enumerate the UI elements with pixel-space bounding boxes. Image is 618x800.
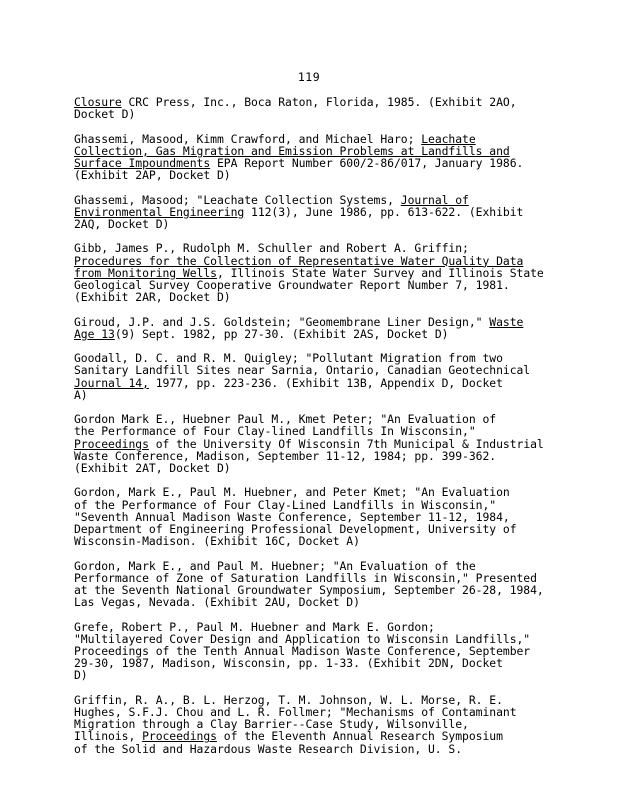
underlined-title: Journal of [400, 192, 469, 207]
page-number: 119 [297, 70, 321, 84]
reference-text: (Exhibit 2AR, Docket D) [74, 290, 231, 305]
reference-text: Docket D) [74, 107, 136, 122]
reference-text: Illinois, [74, 729, 143, 744]
reference-line [74, 96, 554, 108]
reference-entry [74, 194, 554, 231]
reference-line [74, 389, 554, 401]
reference-text: of the University Of Wisconsin 7th Municipal & Industrial [148, 436, 544, 451]
reference-text: Performance of Zone of Saturation Landfills in Wisconsin," Presented [74, 570, 537, 585]
reference-text: Wisconsin-Madison. (Exhibit 16C, Docket A) [74, 534, 360, 549]
reference-text: "Multilayered Cover Design and Application to Wisconsin Landfills," [74, 631, 531, 646]
reference-text: "Seventh Annual Madison Waste Conference, September 11-12, 1984, [74, 509, 510, 524]
reference-text: Goodall, D. C. and R. M. Quigley; "Pollutant Migration from two [74, 351, 503, 366]
reference-line [74, 108, 554, 120]
reference-text: Griffin, R. A., B. L. Herzog, T. M. Johnson, W. L. Morse, R. E. [74, 692, 503, 707]
reference-line [74, 462, 554, 474]
reference-text: CRC Press, Inc., Boca Raton, Florida, 1985. (Exhibit 2AO, [121, 95, 517, 109]
reference-text: 2AQ, Docket D) [74, 217, 170, 231]
reference-text: Ghassemi, Masood, Kimm Crawford, and Michael Haro; [74, 131, 422, 146]
reference-text: 1977, pp. 223-236. (Exhibit 13B, Appendix D, Docket [148, 375, 503, 390]
reference-text: Hughes, S.F.J. Chou and L. R. Follmer; "Mechanisms of Contaminant [74, 705, 517, 719]
reference-text: Gordon Mark E., Huebner Paul M., Kmet Peter; "An Evaluation of [74, 412, 497, 427]
reference-entry [74, 694, 554, 755]
reference-text: of the Eleventh Annual Research Symposium [216, 729, 503, 744]
reference-entry [74, 621, 554, 682]
underlined-title: Environmental Engineering [74, 204, 245, 219]
reference-text: , Illinois State Water Survey and Illinois State [216, 265, 544, 280]
reference-text: Migration through a Clay Barrier--Case Study, Wilsonville, [74, 717, 469, 732]
underlined-title: Closure [74, 95, 122, 109]
reference-text: the Performance of Four Clay-lined Landfills In Wisconsin," [74, 424, 476, 439]
underlined-title: Proceedings [142, 729, 217, 744]
underlined-title: Surface Impoundments [74, 156, 211, 170]
reference-text: Waste Conference, Madison, September 11-12, 1984; pp. 399-362. [74, 448, 497, 463]
reference-line [74, 657, 554, 669]
reference-text: Proceedings of the Tenth Annual Madison Waste Conference, September [74, 644, 531, 658]
underlined-title: Journal 14, [74, 375, 149, 390]
reference-line [74, 291, 554, 303]
reference-entry [74, 96, 554, 120]
reference-entry [74, 486, 554, 547]
reference-text: Giroud, J.P. and J.S. Goldstein; "Geomembrane Liner Design," [74, 314, 490, 329]
reference-text: Las Vegas, Nevada. (Exhibit 2AU, Docket D) [74, 595, 360, 610]
reference-text: of the Solid and Hazardous Waste Research Division, U. S. [74, 741, 463, 756]
underlined-title: Leachate [421, 131, 476, 146]
reference-text: A) [74, 387, 88, 402]
reference-text: 29-30, 1987, Madison, Wisconsin, pp. 1-33. (Exhibit 2DN, Docket [74, 656, 503, 671]
reference-entry [74, 133, 554, 182]
reference-text: at the Seventh National Groundwater Symposium, September 26-28, 1984, [74, 583, 544, 597]
reference-text: (Exhibit 2AT, Docket D) [74, 461, 231, 475]
reference-text: 112(3), June 1986, pp. 613-622. (Exhibit [244, 204, 524, 219]
reference-entry [74, 352, 554, 401]
reference-text: Gordon, Mark E., and Paul M. Huebner; "An Evaluation of the [74, 558, 476, 573]
reference-text: Grefe, Robert P., Paul M. Huebner and Mark E. Gordon; [74, 619, 435, 634]
reference-line [74, 535, 554, 547]
reference-line [74, 596, 554, 608]
underlined-title: from Monitoring Wells [74, 265, 217, 280]
reference-line [74, 743, 554, 755]
reference-line [74, 328, 554, 340]
reference-entry [74, 242, 554, 303]
reference-line [74, 169, 554, 181]
underlined-title: Waste [489, 314, 524, 329]
reference-text: Department of Engineering Professional Development, University of [74, 522, 517, 536]
reference-text: (Exhibit 2AP, Docket D) [74, 168, 231, 183]
reference-entry [74, 316, 554, 340]
reference-line [74, 377, 554, 389]
underlined-title: Collection, Gas Migration and Emission Problems at Landfills and [74, 143, 510, 158]
reference-text: D) [74, 668, 88, 683]
reference-entry [74, 413, 554, 474]
reference-list [74, 96, 554, 767]
underlined-title: Procedures for the Collection of Representative Water Quality Data [74, 253, 524, 268]
reference-text: of the Performance of Four Clay-Lined Landfills in Wisconsin," [74, 497, 497, 512]
reference-text: Geological Survey Cooperative Groundwater Report Number 7, 1981. [74, 278, 510, 292]
reference-text: EPA Report Number 600/2-86/017, January 1986. [210, 156, 524, 170]
reference-text: Gibb, James P., Rudolph M. Schuller and Robert A. Griffin; [74, 241, 469, 256]
reference-line [74, 669, 554, 681]
reference-line [74, 218, 554, 230]
reference-text: Sanitary Landfill Sites near Sarnia, Ontario, Canadian Geotechnical [74, 363, 531, 378]
underlined-title: Age 13 [74, 326, 115, 341]
reference-entry [74, 560, 554, 609]
reference-text: (9) Sept. 1982, pp 27-30. (Exhibit 2AS, Docket D) [114, 326, 449, 341]
reference-text: Gordon, Mark E., Paul M. Huebner, and Peter Kmet; "An Evaluation [74, 485, 510, 500]
reference-text: Ghassemi, Masood; "Leachate Collection Systems, [74, 192, 401, 207]
underlined-title: Proceedings [74, 436, 149, 451]
